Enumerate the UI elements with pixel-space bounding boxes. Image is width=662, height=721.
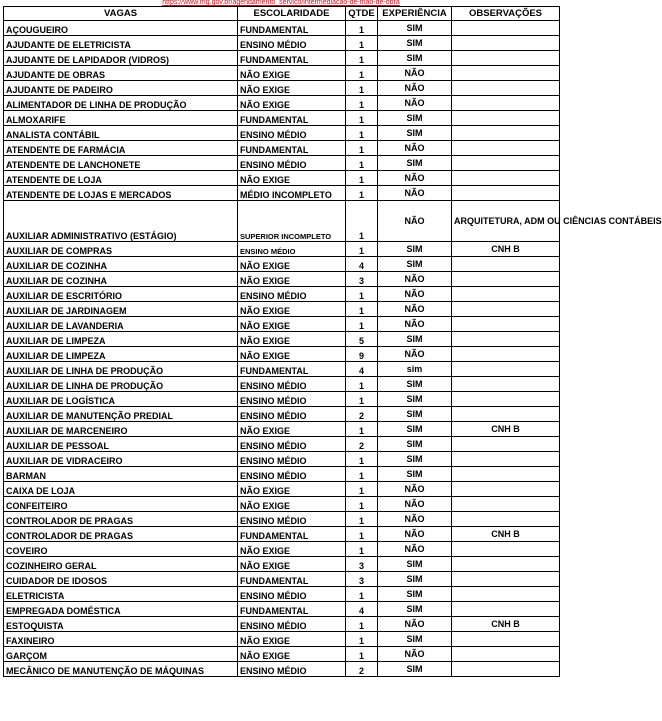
table-row bbox=[4, 422, 560, 437]
cell-experiencia: NÃO bbox=[378, 302, 452, 317]
cell-experiencia: NÃO bbox=[378, 512, 452, 527]
cell-experiencia: NÃO bbox=[378, 141, 452, 156]
cell-vaga: AUXILIAR DE LINHA DE PRODUÇÃO bbox=[4, 362, 238, 377]
table-row bbox=[4, 242, 560, 257]
cell-observacoes bbox=[452, 392, 560, 407]
cell-escolaridade: NÃO EXIGE bbox=[238, 96, 346, 111]
cell-qtde: 1 bbox=[346, 647, 378, 662]
table-row bbox=[4, 347, 560, 362]
cell-observacoes bbox=[452, 512, 560, 527]
table-row bbox=[4, 647, 560, 662]
cell-experiencia: SIM bbox=[378, 332, 452, 347]
cell-observacoes bbox=[452, 36, 560, 51]
cell-observacoes: CNH B bbox=[452, 617, 560, 632]
cell-escolaridade: ENSINO MÉDIO bbox=[238, 126, 346, 141]
table-row bbox=[4, 632, 560, 647]
cell-escolaridade: NÃO EXIGE bbox=[238, 302, 346, 317]
cell-escolaridade: ENSINO MÉDIO bbox=[238, 512, 346, 527]
cell-vaga: AUXILIAR DE MARCENEIRO bbox=[4, 422, 238, 437]
cell-experiencia: NÃO bbox=[378, 542, 452, 557]
cell-escolaridade: FUNDAMENTAL bbox=[238, 362, 346, 377]
table-row bbox=[4, 437, 560, 452]
cell-vaga: AUXILIAR ADMINISTRATIVO (ESTÁGIO) bbox=[4, 201, 238, 242]
cell-qtde: 1 bbox=[346, 497, 378, 512]
cell-qtde: 3 bbox=[346, 557, 378, 572]
cell-qtde: 1 bbox=[346, 126, 378, 141]
cell-experiencia: NÃO bbox=[378, 527, 452, 542]
cell-experiencia: NÃO bbox=[378, 287, 452, 302]
cell-experiencia: NÃO bbox=[378, 201, 452, 242]
cell-observacoes bbox=[452, 287, 560, 302]
cell-vaga: GARÇOM bbox=[4, 647, 238, 662]
cell-qtde: 1 bbox=[346, 156, 378, 171]
cell-escolaridade: SUPERIOR INCOMPLETO bbox=[238, 201, 346, 242]
cell-vaga: CONTROLADOR DE PRAGAS bbox=[4, 512, 238, 527]
cell-vaga: CONFEITEIRO bbox=[4, 497, 238, 512]
cell-experiencia: NÃO bbox=[378, 96, 452, 111]
cell-qtde: 1 bbox=[346, 96, 378, 111]
cell-escolaridade: FUNDAMENTAL bbox=[238, 21, 346, 36]
cell-vaga: AÇOUGUEIRO bbox=[4, 21, 238, 36]
cell-experiencia: SIM bbox=[378, 422, 452, 437]
cell-escolaridade: NÃO EXIGE bbox=[238, 557, 346, 572]
table-row bbox=[4, 602, 560, 617]
cell-experiencia: SIM bbox=[378, 126, 452, 141]
cell-escolaridade: NÃO EXIGE bbox=[238, 632, 346, 647]
cell-escolaridade: NÃO EXIGE bbox=[238, 66, 346, 81]
cell-observacoes bbox=[452, 81, 560, 96]
job-vacancies-table bbox=[3, 6, 662, 677]
cell-experiencia: NÃO bbox=[378, 186, 452, 201]
table-row bbox=[4, 287, 560, 302]
table-row bbox=[4, 171, 560, 186]
cell-experiencia: NÃO bbox=[378, 482, 452, 497]
cell-qtde: 2 bbox=[346, 437, 378, 452]
cell-experiencia: SIM bbox=[378, 572, 452, 587]
column-header-escolaridade: ESCOLARIDADE bbox=[238, 7, 346, 21]
cell-observacoes bbox=[452, 542, 560, 557]
cell-qtde: 1 bbox=[346, 36, 378, 51]
cell-observacoes bbox=[452, 317, 560, 332]
cell-vaga: AUXILIAR DE COZINHA bbox=[4, 272, 238, 287]
table-row bbox=[4, 572, 560, 587]
cell-qtde: 3 bbox=[346, 272, 378, 287]
cell-escolaridade: FUNDAMENTAL bbox=[238, 111, 346, 126]
table-row bbox=[4, 587, 560, 602]
cell-observacoes bbox=[452, 272, 560, 287]
cell-vaga: ESTOQUISTA bbox=[4, 617, 238, 632]
cell-observacoes: CNH B bbox=[452, 422, 560, 437]
cell-vaga: ATENDENTE DE LANCHONETE bbox=[4, 156, 238, 171]
table-row bbox=[4, 527, 560, 542]
cell-vaga: ATENDENTE DE LOJAS E MERCADOS bbox=[4, 186, 238, 201]
cell-escolaridade: NÃO EXIGE bbox=[238, 257, 346, 272]
cell-experiencia: NÃO bbox=[378, 66, 452, 81]
cell-observacoes: ARQUITETURA, ADM OU CIÊNCIAS CONTÁBEIS bbox=[452, 201, 560, 242]
cell-qtde: 1 bbox=[346, 587, 378, 602]
cell-experiencia: SIM bbox=[378, 467, 452, 482]
cell-escolaridade: ENSINO MÉDIO bbox=[238, 407, 346, 422]
table-row bbox=[4, 257, 560, 272]
cell-vaga: FAXINEIRO bbox=[4, 632, 238, 647]
cell-qtde: 1 bbox=[346, 111, 378, 126]
table-row bbox=[4, 392, 560, 407]
header-url-link[interactable]: https://www.mg.gov.br/agendamento_servico/intermediacao-de-mao-de-obra bbox=[162, 0, 400, 6]
cell-vaga: AUXILIAR DE COMPRAS bbox=[4, 242, 238, 257]
cell-qtde: 4 bbox=[346, 362, 378, 377]
cell-observacoes bbox=[452, 602, 560, 617]
cell-observacoes bbox=[452, 482, 560, 497]
table-row bbox=[4, 542, 560, 557]
table-row bbox=[4, 66, 560, 81]
cell-qtde: 1 bbox=[346, 422, 378, 437]
cell-experiencia: NÃO bbox=[378, 347, 452, 362]
cell-qtde: 1 bbox=[346, 512, 378, 527]
cell-vaga: ELETRICISTA bbox=[4, 587, 238, 602]
cell-observacoes bbox=[452, 347, 560, 362]
cell-experiencia: NÃO bbox=[378, 617, 452, 632]
table-row bbox=[4, 482, 560, 497]
table-row bbox=[4, 512, 560, 527]
cell-qtde: 1 bbox=[346, 467, 378, 482]
cell-observacoes: CNH B bbox=[452, 242, 560, 257]
cell-qtde: 1 bbox=[346, 617, 378, 632]
cell-escolaridade: ENSINO MÉDIO bbox=[238, 287, 346, 302]
cell-qtde: 1 bbox=[346, 66, 378, 81]
cell-experiencia: SIM bbox=[378, 51, 452, 66]
cell-observacoes bbox=[452, 156, 560, 171]
cell-escolaridade: NÃO EXIGE bbox=[238, 497, 346, 512]
cell-experiencia: SIM bbox=[378, 21, 452, 36]
cell-vaga: AUXILIAR DE PESSOAL bbox=[4, 437, 238, 452]
cell-escolaridade: FUNDAMENTAL bbox=[238, 602, 346, 617]
table-row bbox=[4, 317, 560, 332]
column-header-qtde: QTDE bbox=[346, 7, 378, 21]
cell-vaga: ATENDENTE DE FARMÁCIA bbox=[4, 141, 238, 156]
table-row bbox=[4, 51, 560, 66]
cell-observacoes bbox=[452, 257, 560, 272]
cell-escolaridade: ENSINO MÉDIO bbox=[238, 662, 346, 677]
cell-vaga: AUXILIAR DE LIMPEZA bbox=[4, 332, 238, 347]
cell-experiencia: SIM bbox=[378, 557, 452, 572]
cell-qtde: 1 bbox=[346, 242, 378, 257]
table-row bbox=[4, 452, 560, 467]
cell-qtde: 2 bbox=[346, 662, 378, 677]
cell-observacoes bbox=[452, 111, 560, 126]
cell-observacoes bbox=[452, 362, 560, 377]
table-row bbox=[4, 186, 560, 201]
cell-vaga: COVEIRO bbox=[4, 542, 238, 557]
column-header-experiencia: EXPERIÊNCIA bbox=[378, 7, 452, 21]
cell-experiencia: NÃO bbox=[378, 171, 452, 186]
cell-escolaridade: FUNDAMENTAL bbox=[238, 527, 346, 542]
cell-experiencia: SIM bbox=[378, 392, 452, 407]
cell-escolaridade: MÉDIO INCOMPLETO bbox=[238, 186, 346, 201]
cell-qtde: 1 bbox=[346, 302, 378, 317]
cell-observacoes bbox=[452, 572, 560, 587]
cell-qtde: 9 bbox=[346, 347, 378, 362]
table-row bbox=[4, 302, 560, 317]
table-row bbox=[4, 201, 560, 242]
cell-escolaridade: ENSINO MÉDIO bbox=[238, 36, 346, 51]
cell-escolaridade: NÃO EXIGE bbox=[238, 317, 346, 332]
cell-experiencia: NÃO bbox=[378, 497, 452, 512]
cell-vaga: AUXILIAR DE COZINHA bbox=[4, 257, 238, 272]
cell-experiencia: NÃO bbox=[378, 647, 452, 662]
cell-observacoes: CNH B bbox=[452, 527, 560, 542]
cell-escolaridade: NÃO EXIGE bbox=[238, 332, 346, 347]
cell-vaga: AJUDANTE DE ELETRICISTA bbox=[4, 36, 238, 51]
cell-vaga: EMPREGADA DOMÉSTICA bbox=[4, 602, 238, 617]
cell-experiencia: sim bbox=[378, 362, 452, 377]
cell-escolaridade: ENSINO MÉDIO bbox=[238, 392, 346, 407]
cell-escolaridade: ENSINO MÉDIO bbox=[238, 617, 346, 632]
table-row bbox=[4, 497, 560, 512]
cell-vaga: MECÂNICO DE MANUTENÇÃO DE MÁQUINAS bbox=[4, 662, 238, 677]
cell-qtde: 4 bbox=[346, 602, 378, 617]
cell-escolaridade: NÃO EXIGE bbox=[238, 81, 346, 96]
cell-observacoes bbox=[452, 332, 560, 347]
table-row bbox=[4, 617, 560, 632]
cell-qtde: 1 bbox=[346, 201, 378, 242]
table-row bbox=[4, 96, 560, 111]
cell-qtde: 1 bbox=[346, 452, 378, 467]
cell-observacoes bbox=[452, 171, 560, 186]
table-row bbox=[4, 272, 560, 287]
cell-escolaridade: NÃO EXIGE bbox=[238, 647, 346, 662]
cell-qtde: 1 bbox=[346, 81, 378, 96]
cell-experiencia: SIM bbox=[378, 662, 452, 677]
cell-escolaridade: NÃO EXIGE bbox=[238, 542, 346, 557]
table-row bbox=[4, 467, 560, 482]
cell-vaga: AJUDANTE DE OBRAS bbox=[4, 66, 238, 81]
cell-escolaridade: ENSINO MÉDIO bbox=[238, 437, 346, 452]
cell-experiencia: SIM bbox=[378, 377, 452, 392]
cell-vaga: CUIDADOR DE IDOSOS bbox=[4, 572, 238, 587]
cell-escolaridade: FUNDAMENTAL bbox=[238, 141, 346, 156]
cell-experiencia: SIM bbox=[378, 242, 452, 257]
cell-escolaridade: NÃO EXIGE bbox=[238, 171, 346, 186]
cell-observacoes bbox=[452, 66, 560, 81]
cell-vaga: CAIXA DE LOJA bbox=[4, 482, 238, 497]
cell-escolaridade: FUNDAMENTAL bbox=[238, 572, 346, 587]
cell-vaga: AUXILIAR DE LIMPEZA bbox=[4, 347, 238, 362]
cell-escolaridade: ENSINO MÉDIO bbox=[238, 156, 346, 171]
table-row bbox=[4, 557, 560, 572]
cell-vaga: AUXILIAR DE LAVANDERIA bbox=[4, 317, 238, 332]
cell-observacoes bbox=[452, 126, 560, 141]
cell-vaga: AUXILIAR DE LINHA DE PRODUÇÃO bbox=[4, 377, 238, 392]
cell-observacoes bbox=[452, 662, 560, 677]
cell-experiencia: SIM bbox=[378, 257, 452, 272]
cell-observacoes bbox=[452, 377, 560, 392]
cell-experiencia: SIM bbox=[378, 632, 452, 647]
cell-vaga: AUXILIAR DE ESCRITÓRIO bbox=[4, 287, 238, 302]
cell-qtde: 1 bbox=[346, 171, 378, 186]
cell-escolaridade: NÃO EXIGE bbox=[238, 347, 346, 362]
column-header-vagas: VAGAS bbox=[4, 7, 238, 21]
cell-qtde: 1 bbox=[346, 21, 378, 36]
cell-vaga: AUXILIAR DE MANUTENÇÃO PREDIAL bbox=[4, 407, 238, 422]
cell-observacoes bbox=[452, 497, 560, 512]
cell-qtde: 4 bbox=[346, 257, 378, 272]
cell-qtde: 1 bbox=[346, 542, 378, 557]
cell-escolaridade: FUNDAMENTAL bbox=[238, 51, 346, 66]
cell-vaga: ALMOXARIFE bbox=[4, 111, 238, 126]
cell-experiencia: NÃO bbox=[378, 272, 452, 287]
column-header-observacoes: OBSERVAÇÕES bbox=[452, 7, 560, 21]
cell-vaga: AUXILIAR DE LOGÍSTICA bbox=[4, 392, 238, 407]
cell-experiencia: SIM bbox=[378, 407, 452, 422]
cell-observacoes bbox=[452, 407, 560, 422]
cell-qtde: 5 bbox=[346, 332, 378, 347]
cell-experiencia: SIM bbox=[378, 452, 452, 467]
cell-qtde: 1 bbox=[346, 392, 378, 407]
cell-observacoes bbox=[452, 587, 560, 602]
table-row bbox=[4, 156, 560, 171]
cell-escolaridade: NÃO EXIGE bbox=[238, 482, 346, 497]
cell-vaga: BARMAN bbox=[4, 467, 238, 482]
table-header-row bbox=[4, 7, 560, 21]
cell-observacoes bbox=[452, 96, 560, 111]
cell-observacoes bbox=[452, 51, 560, 66]
table-row bbox=[4, 407, 560, 422]
cell-qtde: 1 bbox=[346, 51, 378, 66]
cell-experiencia: SIM bbox=[378, 156, 452, 171]
cell-experiencia: SIM bbox=[378, 437, 452, 452]
cell-vaga: AJUDANTE DE LAPIDADOR (VIDROS) bbox=[4, 51, 238, 66]
cell-escolaridade: ENSINO MÉDIO bbox=[238, 467, 346, 482]
cell-observacoes bbox=[452, 647, 560, 662]
cell-qtde: 1 bbox=[346, 186, 378, 201]
cell-observacoes bbox=[452, 186, 560, 201]
cell-experiencia: SIM bbox=[378, 36, 452, 51]
cell-experiencia: SIM bbox=[378, 111, 452, 126]
table-row bbox=[4, 332, 560, 347]
cell-escolaridade: ENSINO MÉDIO bbox=[238, 452, 346, 467]
cell-observacoes bbox=[452, 437, 560, 452]
cell-experiencia: SIM bbox=[378, 587, 452, 602]
cell-qtde: 1 bbox=[346, 527, 378, 542]
cell-escolaridade: ENSINO MÉDIO bbox=[238, 242, 346, 257]
cell-qtde: 1 bbox=[346, 317, 378, 332]
cell-observacoes bbox=[452, 557, 560, 572]
cell-observacoes bbox=[452, 302, 560, 317]
cell-escolaridade: ENSINO MÉDIO bbox=[238, 377, 346, 392]
cell-qtde: 1 bbox=[346, 482, 378, 497]
cell-vaga: ATENDENTE DE LOJA bbox=[4, 171, 238, 186]
table-row bbox=[4, 126, 560, 141]
table-row bbox=[4, 111, 560, 126]
cell-vaga: AUXILIAR DE VIDRACEIRO bbox=[4, 452, 238, 467]
cell-escolaridade: NÃO EXIGE bbox=[238, 272, 346, 287]
table-row bbox=[4, 362, 560, 377]
cell-experiencia: NÃO bbox=[378, 81, 452, 96]
table-row bbox=[4, 81, 560, 96]
cell-vaga: AUXILIAR DE JARDINAGEM bbox=[4, 302, 238, 317]
cell-qtde: 1 bbox=[346, 287, 378, 302]
cell-experiencia: NÃO bbox=[378, 317, 452, 332]
cell-qtde: 2 bbox=[346, 407, 378, 422]
table-body bbox=[4, 21, 662, 677]
cell-observacoes bbox=[452, 632, 560, 647]
table-row bbox=[4, 21, 560, 36]
cell-qtde: 1 bbox=[346, 141, 378, 156]
table-row bbox=[4, 377, 560, 392]
table-row bbox=[4, 36, 560, 51]
cell-observacoes bbox=[452, 21, 560, 36]
cell-vaga: AJUDANTE DE PADEIRO bbox=[4, 81, 238, 96]
cell-vaga: COZINHEIRO GERAL bbox=[4, 557, 238, 572]
cell-vaga: ALIMENTADOR DE LINHA DE PRODUÇÃO bbox=[4, 96, 238, 111]
cell-qtde: 3 bbox=[346, 572, 378, 587]
cell-qtde: 1 bbox=[346, 632, 378, 647]
cell-observacoes bbox=[452, 141, 560, 156]
cell-escolaridade: ENSINO MÉDIO bbox=[238, 587, 346, 602]
cell-escolaridade: NÃO EXIGE bbox=[238, 422, 346, 437]
cell-qtde: 1 bbox=[346, 377, 378, 392]
cell-vaga: CONTROLADOR DE PRAGAS bbox=[4, 527, 238, 542]
cell-vaga: ANALISTA CONTÁBIL bbox=[4, 126, 238, 141]
cell-experiencia: SIM bbox=[378, 602, 452, 617]
cell-observacoes bbox=[452, 452, 560, 467]
table-row bbox=[4, 662, 560, 677]
cell-observacoes bbox=[452, 467, 560, 482]
table-row bbox=[4, 141, 560, 156]
